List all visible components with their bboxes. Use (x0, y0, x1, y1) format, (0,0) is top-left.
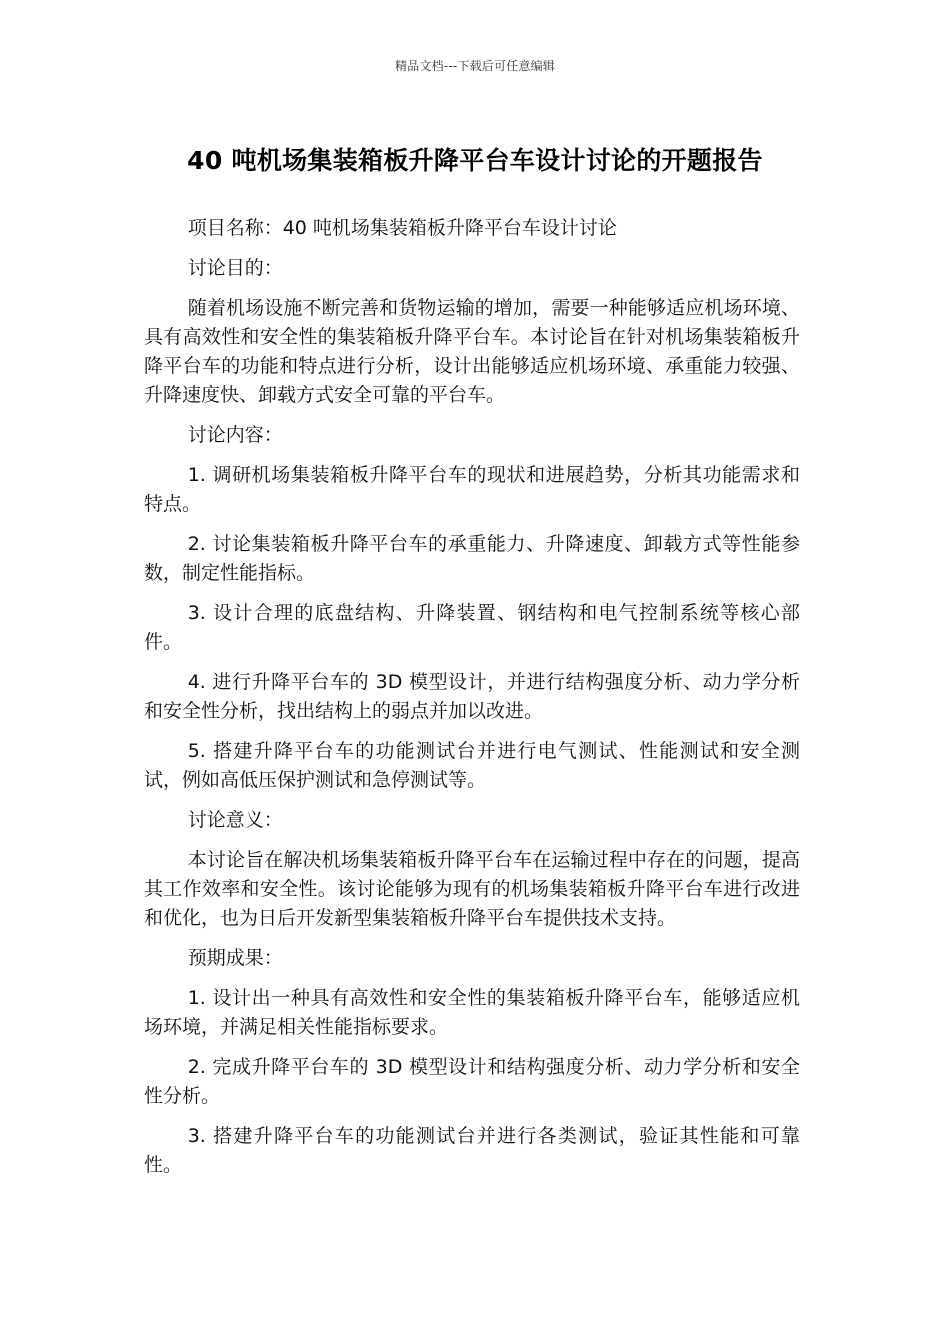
section-heading-outcomes: 预期成果： (187, 947, 283, 969)
outcome-item-3: 3. 搭建升降平台车的功能测试台并进行各类测试，验证其性能和可靠性。 (144, 1125, 800, 1176)
content-item-5: 5. 搭建升降平台车的功能测试台并进行电气测试、性能测试和安全测试，例如高低压保护测试和急停测试等。 (144, 740, 800, 791)
document-body (144, 214, 800, 1191)
outcome-item-2: 2. 完成升降平台车的 3D 模型设计和结构强度分析、动力学分析和安全性分析。 (144, 1056, 800, 1107)
content-item-3: 3. 设计合理的底盘结构、升降装置、钢结构和电气控制系统等核心部件。 (144, 602, 800, 653)
significance-paragraph: 本讨论旨在解决机场集装箱板升降平台车在运输过程中存在的问题，提高其工作效率和安全性。该讨论能够为现有的机场集装箱板升降平台车进行改进和优化，也为日后开发新型集装箱板升降平台车提供技术支持。 (144, 849, 800, 929)
header-note: 精品文档---下载后可任意编辑 (395, 59, 555, 73)
purpose-paragraph: 随着机场设施不断完善和货物运输的增加，需要一种能够适应机场环境、具有高效性和安全性的集装箱板升降平台车。本讨论旨在针对机场集装箱板升降平台车的功能和特点进行分析，设计出能够适应机场环境、承重能力较强、升降速度快、卸载方式安全可靠的平台车。 (144, 297, 800, 406)
content-item-1: 1. 调研机场集装箱板升降平台车的现状和进展趋势，分析其功能需求和特点。 (144, 464, 800, 515)
project-name-line: 项目名称：40 吨机场集装箱板升降平台车设计讨论 (187, 217, 617, 239)
section-heading-significance: 讨论意义： (187, 809, 283, 831)
content-item-4: 4. 进行升降平台车的 3D 模型设计，并进行结构强度分析、动力学分析和安全性分析，找出结构上的弱点并加以改进。 (144, 671, 800, 722)
content-item-2: 2. 讨论集装箱板升降平台车的承重能力、升降速度、卸载方式等性能参数，制定性能指标。 (144, 533, 800, 584)
section-heading-purpose: 讨论目的： (187, 257, 283, 279)
outcome-item-1: 1. 设计出一种具有高效性和安全性的集装箱板升降平台车，能够适应机场环境，并满足相关性能指标要求。 (144, 987, 800, 1038)
section-heading-content: 讨论内容： (187, 424, 283, 446)
page-title: 40 吨机场集装箱板升降平台车设计讨论的开题报告 (187, 146, 763, 175)
